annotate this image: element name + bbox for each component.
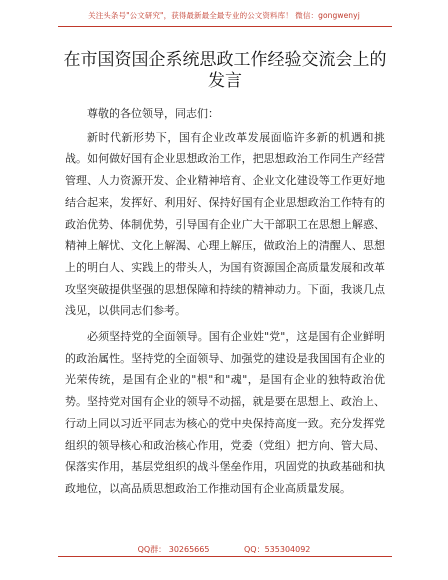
salutation: 尊敬的各位领导，同志们： — [87, 107, 219, 120]
document-title: 在市国资国企系统思政工作经验交流会上的发言 — [63, 50, 387, 91]
footer-divider — [58, 556, 392, 557]
paragraph-intro: 新时代新形势下，国有企业改革发展面临许多新的机遇和挑战。如何做好国有企业思想政治工作，把思想政治工作同生产经营管理、人力资源开发、企业精神培育、企业文化建设等工作更好地结合起来，发挥好、利用好、保持好国有企业思想政治工作特有的政治优势、体制优势，引导国有企业广大干部职工在思想上解惑、精神上解忧、文化上解渴、心理上解压，做政治上的清醒人、思想上的明白人、实践上的带头人，为国有资源国企高质量发展和改革攻坚突破提供坚强的思想保障和持续的精神动力。下面，我谈几点浅见，以供同志们参考。 — [65, 130, 385, 318]
header-notice: 关注头条号"公文研究"，获得最新最全最专业的公文资料库！ 微信：gongwenyj — [88, 11, 360, 20]
paragraph-party-leadership: 必须坚持党的全面领导。国有企业姓"党"，这是国有企业鲜明的政治属性。坚持党的全面领导、加强党的建设是我国国有企业的光荣传统，是国有企业的"根"和"魂"，是国有企业的独特政治优势。坚持党对国有企业的领导不动摇，就是要在思想上、政治上、行动上同以习近平同志为核心的党中央保持高度一致。充分发挥党组织的领导核心和政治核心作用，党委（党组）把方向、管大局、保落实作用，基层党组织的战斗堡垒作用，巩固党的执政基础和执政地位，以高品质思想政治工作推动国有企业高质量发展。 — [65, 330, 385, 495]
footer-contact — [0, 544, 448, 555]
footer-qq: QQ：535304092 — [244, 545, 311, 554]
header-divider — [58, 26, 392, 27]
document-body — [65, 103, 385, 504]
footer-qq-group: QQ群： 30265665 — [137, 545, 210, 554]
